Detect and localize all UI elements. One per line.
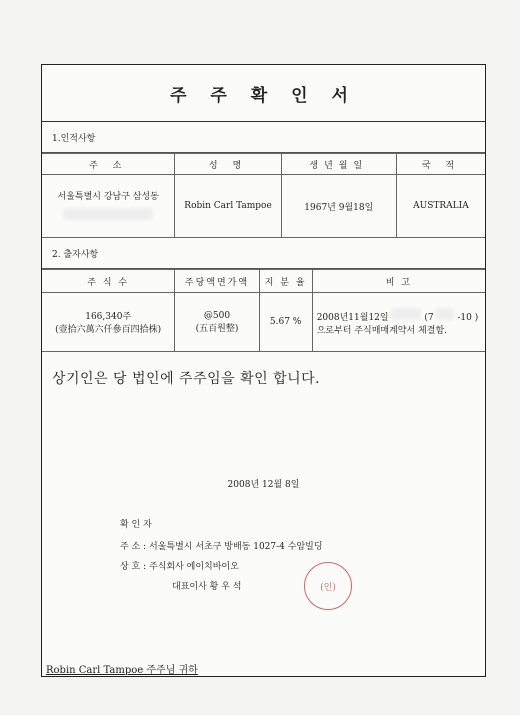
cell-note: 2008년11월12일 (7 -10 ) 으로부터 주식매매계약서 체결함. (312, 293, 485, 352)
col-note: 비 고 (312, 270, 485, 293)
cell-shares: 166,340주 (壹拾六萬六仟參百四拾株) (42, 293, 175, 352)
section-investment: 2. 출자사항 (42, 238, 485, 269)
confirm-company: 상 호 : 주식회사 에이치바이오 (120, 562, 239, 572)
confirm-address: 주 소 : 서울특별시 서초구 방배동 1027-4 수암빌딩 (120, 542, 323, 552)
issue-date: 2008년 12월 8일 (227, 480, 300, 490)
col-nationality: 국 적 (396, 154, 485, 175)
cell-birth: 1967년 9월18일 (281, 175, 396, 238)
cell-par: @500 (五百원整) (175, 293, 259, 352)
recipient-line: Robin Carl Tampoe 주주님 귀하 (46, 665, 198, 676)
confirm-representative: 대표이사 황 우 석 (172, 582, 242, 592)
cell-address: 서울특별시 강남구 삼성동 (42, 175, 175, 238)
certificate-page (41, 64, 486, 677)
declaration-text: 상기인은 당 법인에 주주임을 확인 합니다. (52, 371, 321, 387)
document-title: 주 주 확 인 서 (42, 65, 485, 122)
col-ratio: 지 분 율 (259, 270, 312, 293)
section-personal: 1.인적사항 (42, 122, 485, 153)
col-par: 주당액면가액 (175, 270, 259, 293)
col-birth: 생년월일 (281, 154, 396, 175)
cell-nationality: AUSTRALIA (396, 175, 485, 238)
confirm-label: 확 인 자 (120, 520, 152, 530)
cell-name: Robin Carl Tampoe (175, 175, 281, 238)
col-shares: 주 식 수 (42, 270, 175, 293)
cell-ratio: 5.67 % (259, 293, 312, 352)
company-seal-icon: (인) (304, 562, 352, 610)
redacted-area (63, 208, 153, 220)
investment-table (42, 269, 485, 352)
personal-table (42, 153, 485, 238)
col-address: 주 소 (42, 154, 175, 175)
col-name: 성 명 (175, 154, 281, 175)
